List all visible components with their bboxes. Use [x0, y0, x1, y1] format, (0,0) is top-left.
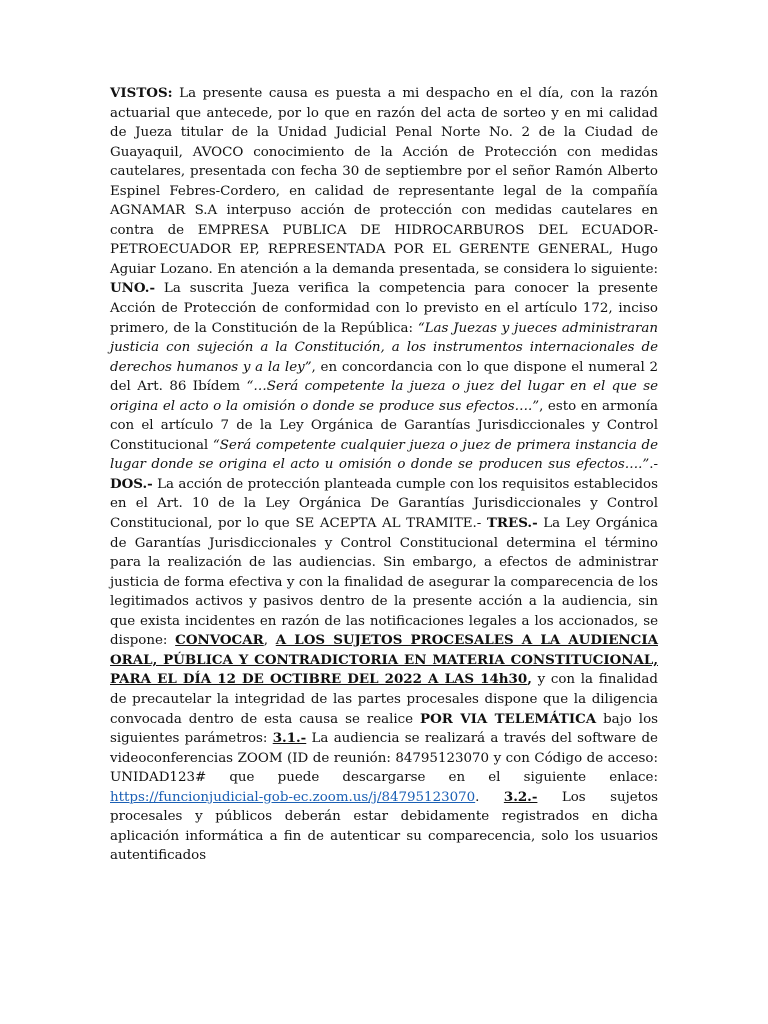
text-run: La suscrita Jueza verifica la competencia para conocer la presente Acción de Protección de conformidad con lo previsto en el artículo 172, inciso primero, de la Constitución de la República:	[110, 281, 658, 336]
uno-heading: UNO.-	[110, 280, 156, 297]
document-page	[110, 84, 658, 866]
text-run: , en concordancia con lo que dispone el numeral 2 del Art. 86 Ibídem	[110, 359, 658, 395]
hearing-notice: A LOS SUJETOS PROCESALES A LA AUDIENCIA ORAL, PÚBLICA Y CONTRADICTORIA EN MATERIA CONSTITUCIONAL, PARA EL DÍA 12 DE OCTIBRE DEL 2022 A LAS 14h30	[110, 632, 658, 688]
text-run: La Ley Orgánica de Garantías Jurisdiccionales y Control Constitucional determina el término para la realización de las audiencias. Sin embargo, a efectos de administrar justicia de forma efectiva y con la finalidad de asegurar la comparecencia de los legitimados activos y pasivos dentro de la presente acción a la audiencia, sin que exista incidentes en razón de las notificaciones legales a los accionados, se dispone:	[110, 516, 658, 649]
text-run: bajo los siguientes parámetros:	[110, 711, 658, 747]
text-run: ,	[263, 633, 276, 649]
text-run: y con la finalidad de precautelar la integridad de las partes procesales dispone que la diligencia convocada dentro de esta causa se realice	[110, 672, 658, 727]
text-run: La audiencia se realizará a través del software de videoconferencias ZOOM (ID de reunión: 84795123070 y con Código de acceso: UNIDAD123# que puede descargarse en el siguiente enlace:	[110, 731, 658, 786]
section-3-2-heading: 3.2.-	[503, 788, 538, 805]
text-run: La presente causa es puesta a mi despacho en el día, con la razón actuarial que antecede, por lo que en razón del acta de sorteo y en mi calidad de Jueza titular de la Unidad Judicial Penal Norte No. 2 de la Ciudad de Guayaquil, AVOCO conocimiento de la Acción de Protección con medidas cautelares, presentada con fecha 30 de septiembre por el señor Ramón Alberto Espinel Febres-Cordero, en calidad de representante legal de la compañía AGNAMAR S.A interpuso acción de protección con medidas cautelares en contra de EMPRESA PUBLICA DE HIDROCARBUROS DEL ECUADOR- PETROECUADOR EP, REPRESENTADA POR EL GERENTE GENERAL, Hugo Aguiar Lozano. En atención a la demanda presentada, se considera lo siguiente:	[110, 86, 658, 277]
art7-quote: “Será competente cualquier jueza o juez de primera instancia de lugar donde se origina el acto u omisión o donde se producen sus efectos….”	[110, 437, 658, 473]
dos-heading: DOS.-	[110, 475, 153, 492]
constitution-quote: “Las Juezas y jueces administraran justicia con sujeción a la Constitución, a los instrumentos internacionales de derechos humanos y a la ley”	[110, 320, 658, 375]
text-run: La acción de protección planteada cumple con los requisitos establecidos en el Art. 10 de la Ley Orgánica De Garantías Jurisdiccionales y Control Constitucional, por lo que SE ACEPTA AL TRAMITE.-	[110, 476, 658, 532]
text-run: .-	[649, 457, 658, 473]
comma: ,	[527, 671, 532, 688]
text-run: , esto en armonía con el artículo 7 de la Ley Orgánica de Garantías Jurisdiccionales y Control Constitucional	[110, 398, 658, 453]
text-run: .	[475, 789, 504, 805]
vistos-heading: VISTOS:	[110, 85, 173, 101]
resolution-paragraph	[110, 84, 658, 866]
zoom-meeting-link[interactable]: https://funcionjudicial-gob-ec.zoom.us/j/84795123070	[110, 789, 476, 805]
text-run: Los sujetos procesales y públicos deberán estar debidamente registrados en dicha aplicación informática a fin de autenticar su comparecencia, solo los usuarios autentificados	[110, 789, 658, 864]
section-3-1-heading: 3.1.-	[272, 730, 307, 747]
art86-quote: “…Será competente la jueza o juez del lugar en el que se origina el acto o la omisión o donde se produce sus efectos….”	[110, 379, 658, 414]
telematic-text: POR VIA TELEMÁTICA	[420, 710, 597, 727]
convocar-text: CONVOCAR	[175, 632, 264, 649]
tres-heading: TRES.-	[486, 515, 538, 532]
